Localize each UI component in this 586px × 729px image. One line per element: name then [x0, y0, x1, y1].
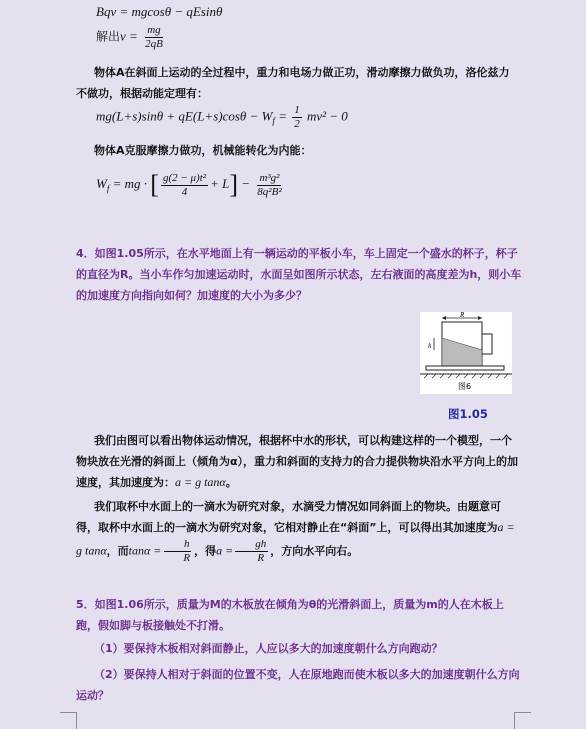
fraction	[292, 104, 302, 131]
fraction-numerator: mg	[147, 24, 161, 36]
equation-part: mv² − 0	[306, 108, 348, 124]
page-corner-mark-right	[514, 712, 531, 729]
arrow-head	[442, 316, 446, 320]
bracket-left: [	[150, 170, 159, 199]
subscript: f	[106, 183, 110, 194]
equation-part: W	[96, 175, 107, 191]
figure-caption: 图1.05	[448, 407, 488, 421]
equation-part: = mg ·	[112, 175, 148, 191]
paragraph-text: 我们由图可以看出物体运动情况，根据杯中水的形状，可以构建这样的一个模型，一个物块放在光滑的斜面上（倾角为α），重力和斜面的支持力的合力提供物块沿水平方向上的加速度，其加速度为：	[76, 434, 519, 489]
paragraph-drop	[76, 496, 522, 565]
equation-lhs: v =	[120, 28, 138, 44]
fraction-numerator: h	[164, 538, 192, 552]
fraction-numerator: m³g²	[259, 171, 280, 184]
minus-sign: −	[241, 175, 251, 191]
paragraph-text: 。	[225, 476, 237, 489]
paragraph-text: 我们取杯中水面上的一滴水为研究对象，水滴受力情况如同斜面上的物块。由题意可得，取杯中水面上的一滴水为研究对象，它相对静止在“斜面”上，可以得出其加速度为	[76, 500, 501, 534]
equation-part: + L	[210, 175, 230, 191]
paragraph-text: ，而	[106, 544, 129, 558]
inline-equation: a = g tanα	[76, 520, 515, 558]
question-5: 5．如图1.06所示，质量为M的木板放在倾角为θ的光滑斜面上，质量为m的人在木板上跑，假如脚与板接触处不打滑。	[76, 598, 504, 632]
fraction	[163, 538, 192, 565]
page-corner-mark-left	[60, 712, 77, 729]
paragraph-model	[76, 430, 522, 493]
equation-text: Bqv = mgcosθ − qEsinθ	[96, 4, 223, 19]
fraction-denominator: R	[257, 552, 265, 564]
fraction	[235, 538, 268, 565]
fraction-denominator: 8q²B²	[257, 185, 282, 198]
bracket-right: ]	[229, 170, 239, 199]
fraction	[161, 172, 208, 199]
subscript: f	[272, 116, 275, 127]
fraction-numerator: g(2 − μ)t²	[162, 171, 207, 184]
fraction-denominator: 2	[294, 118, 300, 130]
solve-label: 解出	[96, 29, 121, 44]
document-page	[62, 0, 524, 729]
equation-energy	[96, 104, 348, 131]
fraction-denominator: 2qB	[145, 38, 163, 50]
equation-lorentz	[96, 4, 222, 20]
inline-equation: tanα =	[128, 543, 162, 558]
equation-part: mg(L+s)sinθ + qE(L+s)cosθ − W	[96, 108, 273, 124]
paragraph-text: ，方向水平向右。	[270, 544, 359, 558]
paragraph-text: ，得	[194, 544, 217, 558]
label-r: R	[460, 312, 465, 319]
ground-hatching	[424, 374, 508, 378]
arrow-head	[478, 316, 482, 320]
fraction-denominator: R	[183, 552, 191, 564]
fraction-numerator: 1	[294, 104, 300, 116]
inline-equation: a =	[216, 543, 234, 558]
question-4: 4．如图1.05所示，在水平地面上有一辆运动的平板小车，车上固定一个盛水的杯子，杯子的直径为R。当小车作匀加速运动时，水面呈如图所示状态，左右液面的高度差为h，则小车的加速度方向指向如何？加速度的大小为多少？	[76, 247, 522, 302]
figure-small-label: 图6	[458, 382, 472, 391]
fraction	[143, 24, 165, 51]
label-h: h	[428, 342, 432, 350]
equals-sign: =	[278, 108, 287, 124]
question-5-part-2: （2）要保持人相对于斜面的位置不变，人在原地跑而使木板以多大的加速度朝什么方向运动？	[76, 668, 520, 702]
cup-cart-diagram	[420, 312, 512, 394]
question-5-part-1: （1）要保持木板相对斜面静止，人应以多大的加速度朝什么方向跑动？	[94, 642, 443, 655]
water	[442, 338, 482, 366]
fraction-numerator: gh	[235, 538, 268, 552]
figure-1-05	[420, 312, 512, 394]
fraction	[255, 172, 283, 199]
cup-handle	[482, 334, 492, 354]
paragraph-energy: 物体A在斜面上运动的全过程中，重力和电场力做正功，滑动摩擦力做负功，洛伦兹力不做功，根据动能定理有：	[76, 66, 510, 100]
inline-equation: a = g tanα	[175, 475, 226, 489]
equation-velocity	[96, 24, 167, 51]
cart-board	[426, 366, 504, 370]
equation-work-friction	[96, 170, 286, 200]
paragraph-friction: 物体A克服摩擦力做功，机械能转化为内能：	[94, 144, 312, 157]
fraction-denominator: 4	[181, 185, 188, 198]
